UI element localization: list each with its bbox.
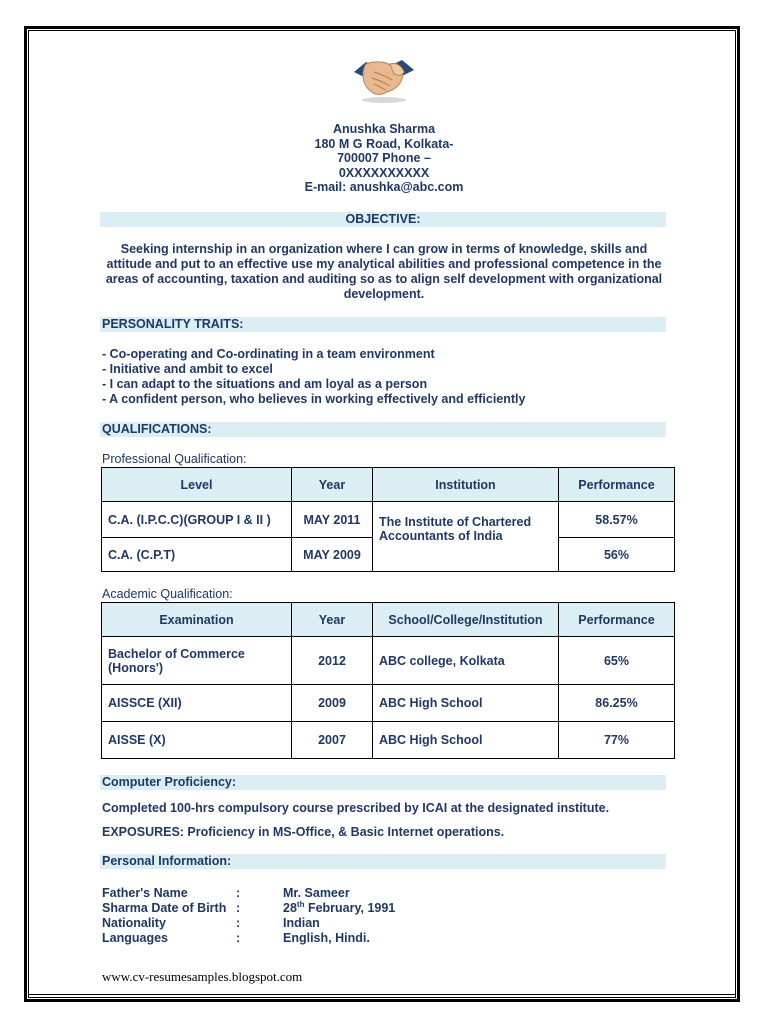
level-cell: C.A. (I.P.C.C)(GROUP I & II ) [102,502,292,538]
date-rest: February, 1991 [304,901,396,915]
list-item: - I can adapt to the situations and am loyal as a person [102,377,428,391]
column-header-performance: Performance [559,468,675,502]
footer-divider [28,994,736,995]
personal-information-list [102,886,502,946]
year-cell: MAY 2009 [292,538,373,572]
exam-cell: Bachelor of Commerce (Honors') [102,637,292,685]
school-cell: ABC High School [373,685,559,722]
performance-cell: 56% [559,538,675,572]
list-item [102,901,502,916]
address-line-1: 180 M G Road, Kolkata- [314,136,454,151]
date-ordinal-suffix: th [296,899,305,909]
separator: : [236,886,241,900]
column-header-examination: Examination [102,603,292,637]
separator: : [236,931,241,945]
list-item: - A confident person, who believes in working effectively and efficiently [102,392,526,406]
field-label: Sharma Date of Birth [102,901,227,915]
performance-cell: 58.57% [559,502,675,538]
column-header-year: Year [292,603,373,637]
personal-information-heading: Personal Information: [100,854,666,869]
performance-cell: 65% [559,637,675,685]
exposures-text: EXPOSURES: Proficiency in MS-Office, & Basic Internet operations. [102,825,505,839]
address-line-2: 700007 Phone – [337,151,431,165]
school-cell: ABC college, Kolkata [373,637,559,685]
column-header-level: Level [102,468,292,502]
contact-header [200,122,568,195]
year-cell: 2009 [292,685,373,722]
list-item [102,886,502,901]
email-address: E-mail: anushka@abc.com [304,180,464,194]
applicant-name: Anushka Sharma [332,122,436,136]
exam-cell: AISSCE (XII) [102,685,292,722]
handshake-icon [352,52,416,104]
list-item: - Co-operating and Co-ordinating in a team environment [102,347,435,361]
objective-heading: OBJECTIVE: [100,212,666,227]
footer-url: www.cv-resumesamples.blogspot.com [102,969,303,984]
professional-qualification-label: Professional Qualification: [102,452,247,466]
column-header-institution: Institution [373,468,559,502]
table-header-row [102,603,675,637]
objective-text: Seeking internship in an organization where I can grow in terms of knowledge, skills and attitude and put to an effective use my analytical abilities and professional competence in the areas of accounting, taxation and auditing so as to align self development with organizational development. [105,242,663,301]
phone-number: 0XXXXXXXXXX [338,165,430,180]
list-item [102,931,502,946]
field-value: Indian [283,916,320,930]
date-day: 28 [283,901,297,915]
academic-qualification-table [101,602,675,759]
personality-traits-list [102,347,662,407]
table-row [102,722,675,759]
separator: : [236,901,241,915]
field-label: Languages [102,931,168,945]
field-value: English, Hindi. [283,931,370,945]
institution-cell: The Institute of Chartered Accountants of India [373,502,559,572]
table-row [102,637,675,685]
performance-cell: 86.25% [559,685,675,722]
school-cell: ABC High School [373,722,559,759]
field-value: Mr. Sameer [283,886,350,900]
table-header-row [102,468,675,502]
separator: : [236,916,241,930]
performance-cell: 77% [559,722,675,759]
year-cell: 2007 [292,722,373,759]
column-header-school: School/College/Institution [373,603,559,637]
exam-cell: AISSE (X) [102,722,292,759]
list-item [102,916,502,931]
list-item: - Initiative and ambit to excel [102,362,273,376]
field-value [283,901,395,916]
year-cell: MAY 2011 [292,502,373,538]
level-cell: C.A. (C.P.T) [102,538,292,572]
qualifications-heading: QUALIFICATIONS: [100,422,666,437]
personality-traits-heading: PERSONALITY TRAITS: [100,317,666,332]
table-row [102,685,675,722]
computer-proficiency-heading: Computer Proficiency: [100,775,666,790]
field-label: Father's Name [102,886,188,900]
field-label: Nationality [102,916,166,930]
professional-qualification-table [101,467,675,572]
column-header-year: Year [292,468,373,502]
column-header-performance: Performance [559,603,675,637]
academic-qualification-label: Academic Qualification: [102,587,233,601]
year-cell: 2012 [292,637,373,685]
table-row [102,502,675,538]
computer-course-text: Completed 100-hrs compulsory course prescribed by ICAI at the designated institute. [102,801,610,815]
